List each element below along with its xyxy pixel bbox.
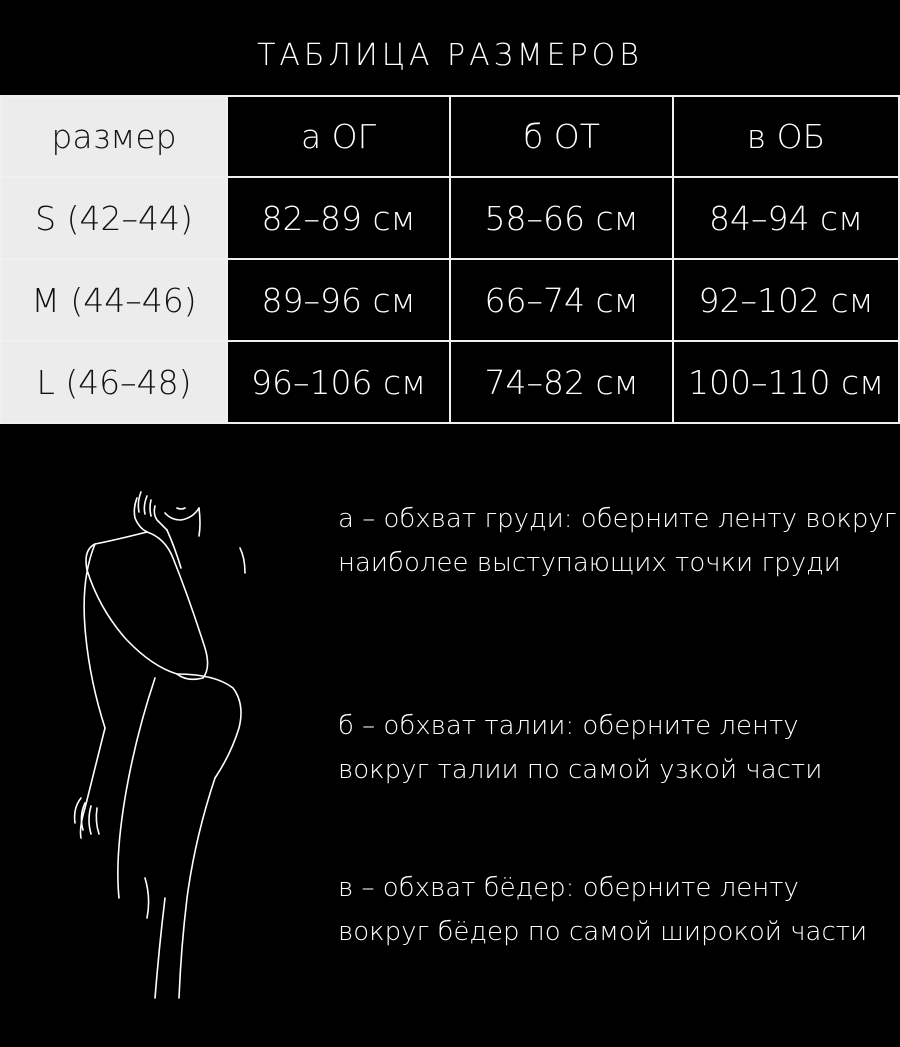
waist-description: б – обхват талии: оберните ленту вокруг талии по самой узкой части (338, 711, 823, 785)
size-cell: M (44–46) (1, 259, 227, 341)
waist-cell: 74–82 см (450, 341, 673, 423)
size-cell: L (46–48) (1, 341, 227, 423)
hips-cell: 92–102 см (673, 259, 899, 341)
size-table (0, 95, 900, 424)
size-cell: S (42–44) (1, 177, 227, 259)
hips-description: в – обхват бёдер: оберните ленту вокруг бёдер по самой широкой части (338, 873, 868, 947)
woman-line-art-icon (55, 478, 265, 1008)
table-header-row (1, 96, 899, 177)
table-row (1, 259, 899, 341)
waist-cell: 58–66 см (450, 177, 673, 259)
page-title: ТАБЛИЦА РАЗМЕРОВ (257, 38, 643, 73)
chest-cell: 96–106 см (227, 341, 450, 423)
chest-cell: 82–89 см (227, 177, 450, 259)
hips-cell: 84–94 см (673, 177, 899, 259)
table-row (1, 341, 899, 423)
header-size: размер (1, 96, 227, 177)
header-chest: а ОГ (227, 96, 450, 177)
chest-description: а – обхват груди: оберните ленту вокруг наиболее выступающих точки груди (338, 504, 897, 578)
chest-cell: 89–96 см (227, 259, 450, 341)
waist-cell: 66–74 см (450, 259, 673, 341)
header-waist: б ОТ (450, 96, 673, 177)
table-row (1, 177, 899, 259)
header-hips: в ОБ (673, 96, 899, 177)
hips-cell: 100–110 см (673, 341, 899, 423)
